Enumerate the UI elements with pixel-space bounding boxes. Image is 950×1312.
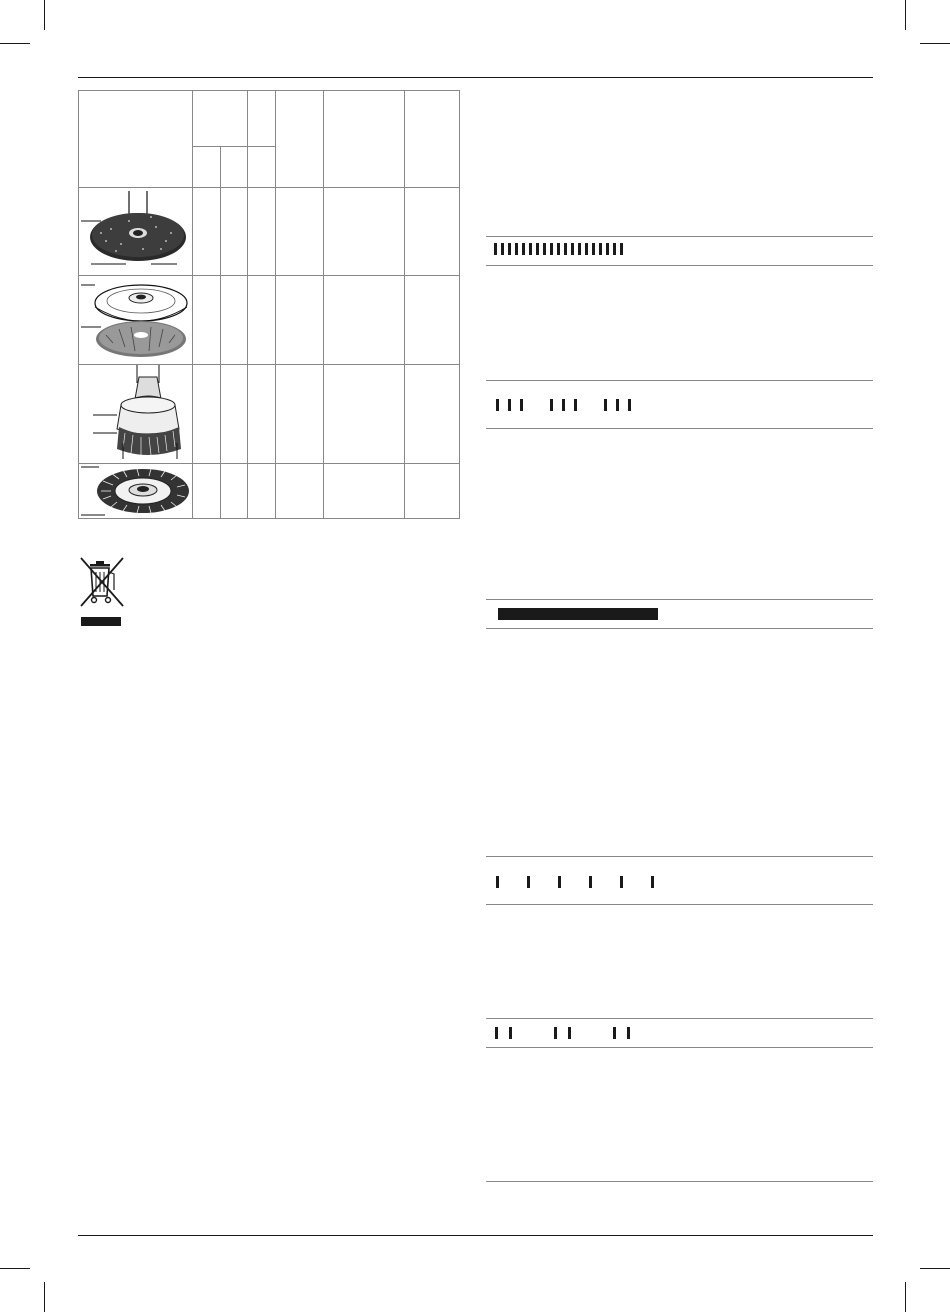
section-rule <box>486 856 873 857</box>
redacted-heading-bars <box>496 399 635 411</box>
section-rule <box>486 628 873 629</box>
section-rule <box>486 1047 873 1048</box>
redacted-heading-bars <box>494 243 627 255</box>
crop-mark-top-left-vertical <box>44 0 45 30</box>
section-rule <box>486 599 873 600</box>
section-rule <box>486 265 873 266</box>
section-rule <box>486 1018 873 1019</box>
section-rule <box>486 904 873 905</box>
section-rule <box>486 380 873 381</box>
accessory-table <box>78 90 460 519</box>
section-rule <box>486 1181 873 1182</box>
table-col-divider <box>275 91 276 519</box>
crossed-out-bin-icon <box>78 556 126 608</box>
table-col-divider <box>323 91 324 519</box>
table-row-rule <box>79 463 460 464</box>
crop-mark-bottom-right-horizontal <box>920 1268 950 1269</box>
section-rule <box>486 428 873 429</box>
redacted-heading-bars <box>496 876 658 888</box>
crop-mark-bottom-right-vertical <box>905 1282 906 1312</box>
sanding-disc-icon <box>81 189 191 273</box>
section-rule <box>486 236 873 237</box>
crop-mark-top-right-vertical <box>905 0 906 30</box>
table-row-rule <box>79 275 460 276</box>
redacted-heading-solid-bar <box>498 608 658 620</box>
crop-mark-bottom-left-horizontal <box>0 1268 30 1269</box>
crop-mark-top-left-horizontal <box>0 43 30 44</box>
table-col-divider <box>192 91 193 519</box>
table-col-divider <box>404 91 405 519</box>
crop-mark-bottom-left-vertical <box>44 1282 45 1312</box>
redacted-heading-bars <box>495 1027 634 1039</box>
wire-cup-brush-icon <box>81 365 191 463</box>
crop-mark-top-right-horizontal <box>920 43 950 44</box>
footer-rule <box>78 1235 873 1236</box>
table-row-rule <box>79 187 460 188</box>
table-col-divider <box>247 91 248 519</box>
weee-underline-bar <box>81 617 121 626</box>
header-rule <box>78 77 873 78</box>
wire-wheel-brush-icon <box>81 465 191 519</box>
backing-pad-with-flap-disc-icon <box>81 277 191 363</box>
table-subheader-rule <box>192 146 275 147</box>
